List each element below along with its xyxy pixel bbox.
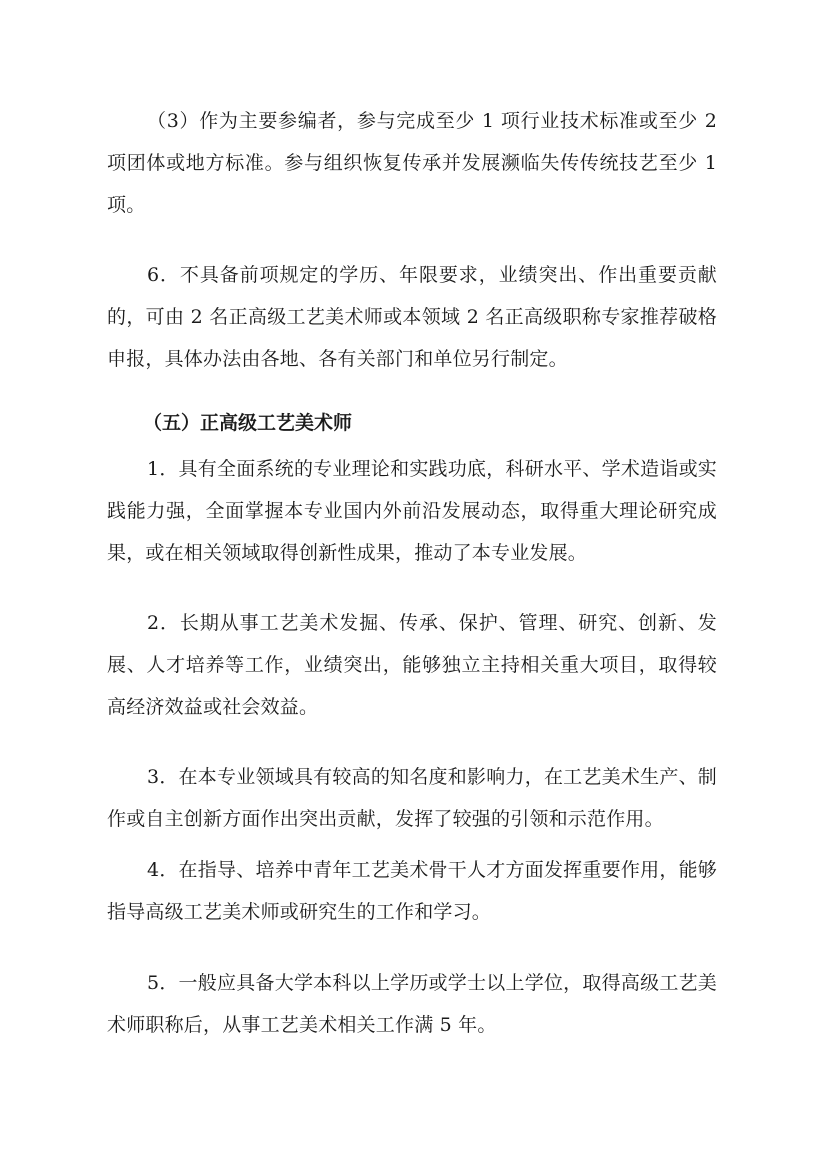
paragraph-exceptional: 6．不具备前项规定的学历、年限要求，业绩突出、作出重要贡献的，可由 2 名正高级工艺美术师或本领域 2 名正高级职称专家推荐破格申报，具体办法由各地、各有关部门和单位另行制定。 [107, 264, 717, 370]
section-item-1: 1．具有全面系统的专业理论和实践功底，科研水平、学术造诣或实践能力强，全面掌握本专业国内外前沿发展动态，取得重大理论研究成果，或在相关领域取得创新性成果，推动了本专业发展。 [107, 458, 717, 564]
section-item-2: 2．长期从事工艺美术发掘、传承、保护、管理、研究、创新、发展、人才培养等工作，业绩突出，能够独立主持相关重大项目，取得较高经济效益或社会效益。 [107, 612, 717, 718]
section-heading: （五）正高级工艺美术师 [143, 412, 353, 434]
section-item-3: 3．在本专业领域具有较高的知名度和影响力，在工艺美术生产、制作或自主创新方面作出突出贡献，发挥了较强的引领和示范作用。 [107, 766, 717, 830]
section-item-4: 4．在指导、培养中青年工艺美术骨干人才方面发挥重要作用，能够指导高级工艺美术师或研究生的工作和学习。 [107, 859, 717, 923]
paragraph-standards: （3）作为主要参编者，参与完成至少 1 项行业技术标准或至少 2 项团体或地方标准。参与组织恢复传承并发展濒临失传传统技艺至少 1 项。 [107, 110, 717, 216]
section-item-5: 5．一般应具备大学本科以上学历或学士以上学位，取得高级工艺美术师职称后，从事工艺美术相关工作满 5 年。 [107, 972, 717, 1036]
